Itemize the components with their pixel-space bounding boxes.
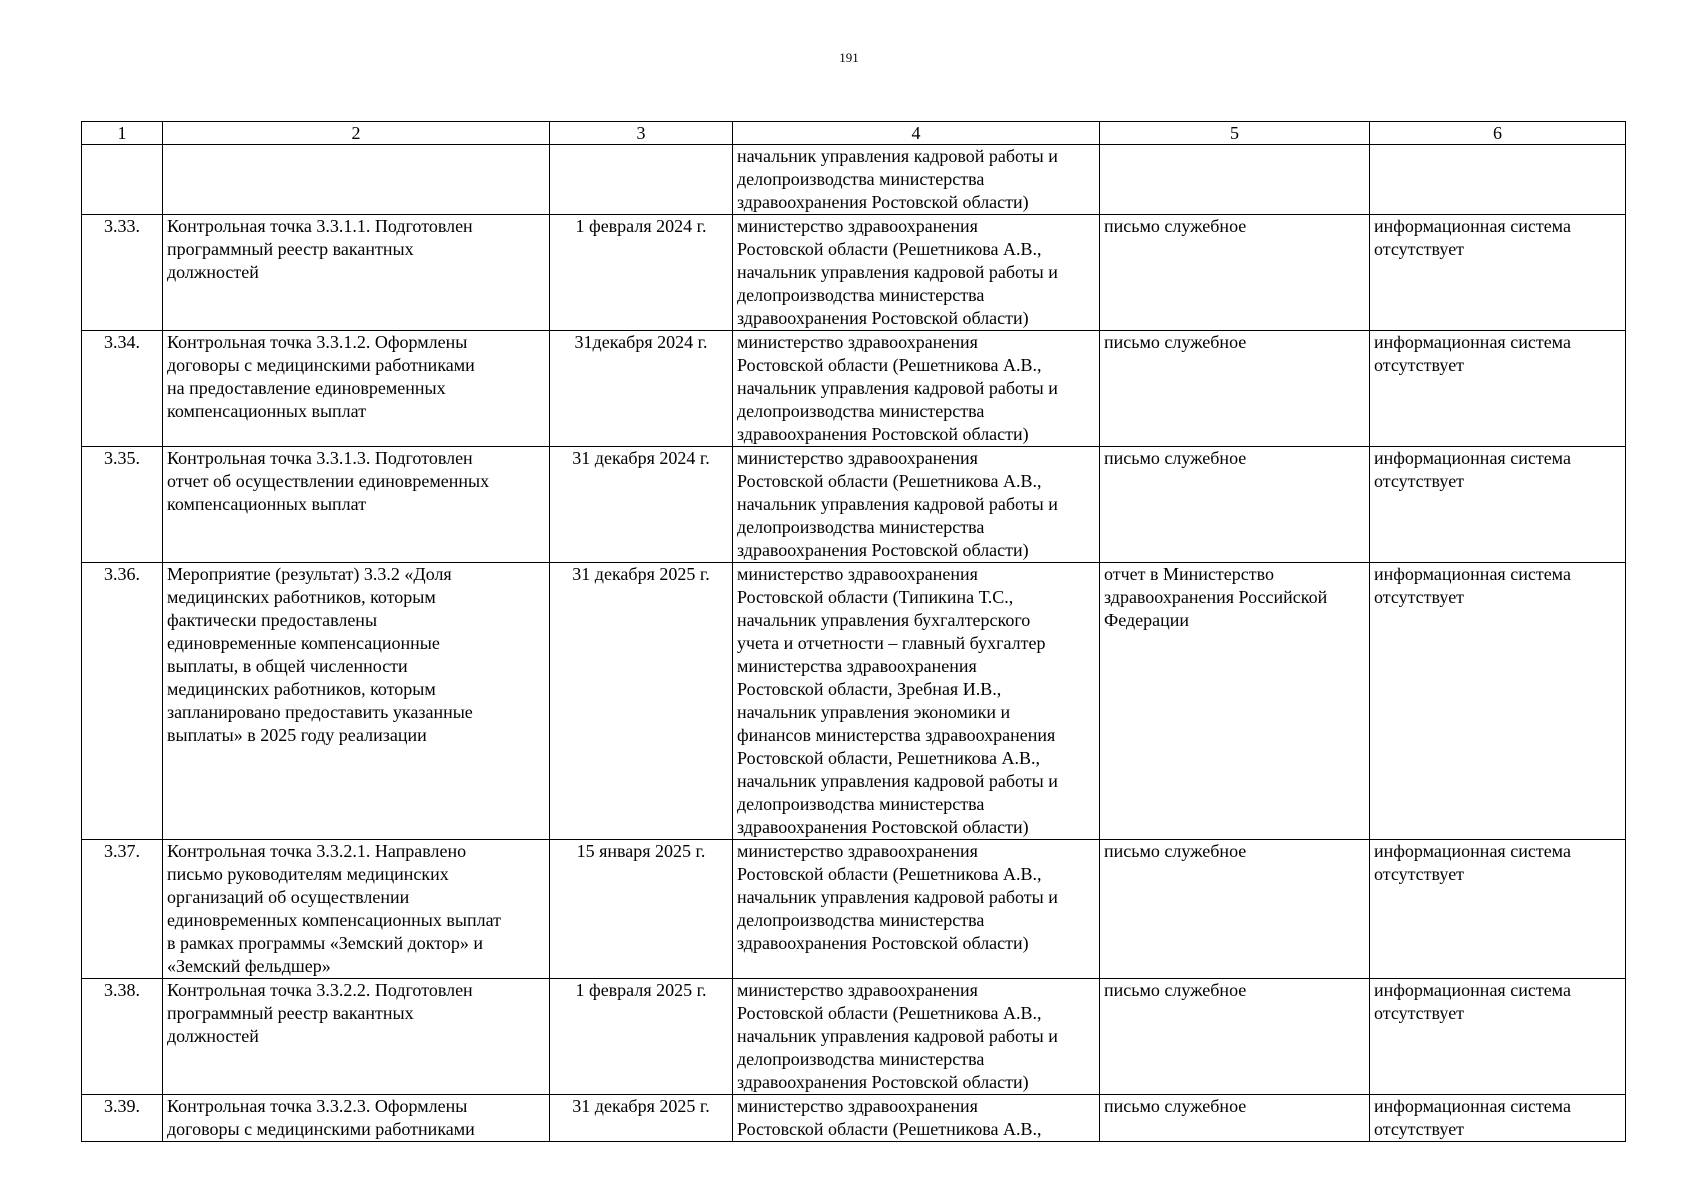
event-text: Контрольная точка 3.3.2.2. Подготовлен программный реестр вакантных должностей — [167, 980, 473, 1046]
row-number: 3.39. — [104, 1096, 140, 1116]
responsible-cell — [733, 563, 1100, 840]
plan-table — [81, 121, 1626, 1142]
system-cell — [1370, 563, 1626, 840]
column-header-4: 4 — [733, 122, 1100, 145]
event-text: Контрольная точка 3.3.2.3. Оформлены договоры с медицинскими работниками — [167, 1096, 475, 1139]
responsible-text: министерство здравоохранения Ростовской области (Типикина Т.С., начальник управления бухгалтерского учета и отчетности – главный бухгалтер министерства здравоохранения Ростовской области, Зребная И.В., начальник управления экономики и финансов министерства здравоохранения Ростовской области, Решетникова А.В., начальник управления кадровой работы и делопроизводства министерства здравоохранения Ростовской области) — [737, 564, 1058, 837]
row-number-cell — [82, 447, 163, 563]
due-date: 1 февраля 2025 г. — [575, 980, 707, 1000]
row-number-cell — [82, 563, 163, 840]
document-cell — [1100, 447, 1370, 563]
information-system: информационная система отсутствует — [1374, 980, 1571, 1023]
responsible-cell — [733, 145, 1100, 215]
system-cell — [1370, 145, 1626, 215]
document-cell — [1100, 979, 1370, 1095]
due-date: 15 января 2025 г. — [576, 841, 706, 861]
event-cell — [163, 145, 550, 215]
date-cell — [550, 215, 733, 331]
event-cell — [163, 840, 550, 979]
table-row — [82, 447, 1626, 563]
date-cell — [550, 979, 733, 1095]
due-date: 31декабря 2024 г. — [574, 332, 708, 352]
row-number-cell — [82, 331, 163, 447]
table-row — [82, 840, 1626, 979]
table-row — [82, 563, 1626, 840]
responsible-text: начальник управления кадровой работы и делопроизводства министерства здравоохранения Ростовской области) — [737, 146, 1058, 212]
responsible-cell — [733, 331, 1100, 447]
header-row — [82, 122, 1626, 145]
document-type: письмо служебное — [1104, 980, 1247, 1000]
date-cell — [550, 840, 733, 979]
document-cell — [1100, 331, 1370, 447]
responsible-text: министерство здравоохранения Ростовской области (Решетникова А.В., начальник управления кадровой работы и делопроизводства министерства здравоохранения Ростовской области) — [737, 841, 1058, 953]
row-number: 3.33. — [104, 216, 140, 236]
date-cell — [550, 145, 733, 215]
document-type: письмо служебное — [1104, 448, 1247, 468]
table-row — [82, 145, 1626, 215]
responsible-cell — [733, 979, 1100, 1095]
system-cell — [1370, 447, 1626, 563]
date-cell — [550, 447, 733, 563]
table-row — [82, 979, 1626, 1095]
due-date: 31 декабря 2025 г. — [572, 564, 710, 584]
row-number-cell — [82, 840, 163, 979]
table-row — [82, 331, 1626, 447]
system-cell — [1370, 979, 1626, 1095]
row-number: 3.36. — [104, 564, 140, 584]
event-cell — [163, 447, 550, 563]
system-cell — [1370, 215, 1626, 331]
event-text: Контрольная точка 3.3.1.1. Подготовлен программный реестр вакантных должностей — [167, 216, 473, 282]
responsible-text: министерство здравоохранения Ростовской области (Решетникова А.В., — [737, 1096, 1042, 1139]
information-system: информационная система отсутствует — [1374, 216, 1571, 259]
information-system: информационная система отсутствует — [1374, 564, 1571, 607]
row-number: 3.34. — [104, 332, 140, 352]
column-header-1: 1 — [82, 122, 163, 145]
table-row — [82, 215, 1626, 331]
responsible-cell — [733, 447, 1100, 563]
event-cell — [163, 979, 550, 1095]
responsible-text: министерство здравоохранения Ростовской области (Решетникова А.В., начальник управления кадровой работы и делопроизводства министерства здравоохранения Ростовской области) — [737, 332, 1058, 444]
responsible-text: министерство здравоохранения Ростовской области (Решетникова А.В., начальник управления кадровой работы и делопроизводства министерства здравоохранения Ростовской области) — [737, 216, 1058, 328]
due-date: 31 декабря 2025 г. — [572, 1096, 710, 1116]
event-text: Мероприятие (результат) 3.3.2 «Доля медицинских работников, которым фактически предоставлены единовременные компенсационные выплаты, в общей численности медицинских работников, которым запланировано предоставить указанные выплаты» в 2025 году реализации — [167, 564, 473, 745]
row-number-cell — [82, 215, 163, 331]
row-number-cell — [82, 979, 163, 1095]
information-system: информационная система отсутствует — [1374, 841, 1571, 884]
document-type: письмо служебное — [1104, 841, 1247, 861]
document-cell — [1100, 215, 1370, 331]
responsible-cell — [733, 215, 1100, 331]
column-header-6: 6 — [1370, 122, 1626, 145]
document-type: отчет в Министерство здравоохранения Российской Федерации — [1104, 564, 1328, 630]
system-cell — [1370, 1095, 1626, 1142]
information-system: информационная система отсутствует — [1374, 448, 1571, 491]
due-date: 1 февраля 2024 г. — [575, 216, 707, 236]
row-number-cell — [82, 1095, 163, 1142]
event-text: Контрольная точка 3.3.1.3. Подготовлен отчет об осуществлении единовременных компенсационных выплат — [167, 448, 490, 514]
event-cell — [163, 215, 550, 331]
system-cell — [1370, 840, 1626, 979]
row-number: 3.37. — [104, 841, 140, 861]
date-cell — [550, 1095, 733, 1142]
document-cell — [1100, 1095, 1370, 1142]
responsible-cell — [733, 1095, 1100, 1142]
document-type: письмо служебное — [1104, 1096, 1247, 1116]
page-number: 191 — [839, 50, 859, 65]
row-number: 3.38. — [104, 980, 140, 1000]
due-date: 31 декабря 2024 г. — [572, 448, 710, 468]
information-system: информационная система отсутствует — [1374, 1096, 1571, 1139]
system-cell — [1370, 331, 1626, 447]
event-text: Контрольная точка 3.3.2.1. Направлено письмо руководителям медицинских организаций об осуществлении единовременных компенсационных выплат в рамках программы «Земский доктор» и «Земский фельдшер» — [167, 841, 501, 976]
responsible-cell — [733, 840, 1100, 979]
document-cell — [1100, 840, 1370, 979]
event-text: Контрольная точка 3.3.1.2. Оформлены договоры с медицинскими работниками на предоставление единовременных компенсационных выплат — [167, 332, 475, 421]
event-cell — [163, 1095, 550, 1142]
date-cell — [550, 563, 733, 840]
document-type: письмо служебное — [1104, 216, 1247, 236]
responsible-text: министерство здравоохранения Ростовской области (Решетникова А.В., начальник управления кадровой работы и делопроизводства министерства здравоохранения Ростовской области) — [737, 448, 1058, 560]
column-header-3: 3 — [550, 122, 733, 145]
date-cell — [550, 331, 733, 447]
table-row — [82, 1095, 1626, 1142]
column-header-2: 2 — [163, 122, 550, 145]
row-number: 3.35. — [104, 448, 140, 468]
event-cell — [163, 331, 550, 447]
document-cell — [1100, 145, 1370, 215]
column-header-5: 5 — [1100, 122, 1370, 145]
information-system: информационная система отсутствует — [1374, 332, 1571, 375]
responsible-text: министерство здравоохранения Ростовской области (Решетникова А.В., начальник управления кадровой работы и делопроизводства министерства здравоохранения Ростовской области) — [737, 980, 1058, 1092]
document-type: письмо служебное — [1104, 332, 1247, 352]
row-number-cell — [82, 145, 163, 215]
document-cell — [1100, 563, 1370, 840]
event-cell — [163, 563, 550, 840]
